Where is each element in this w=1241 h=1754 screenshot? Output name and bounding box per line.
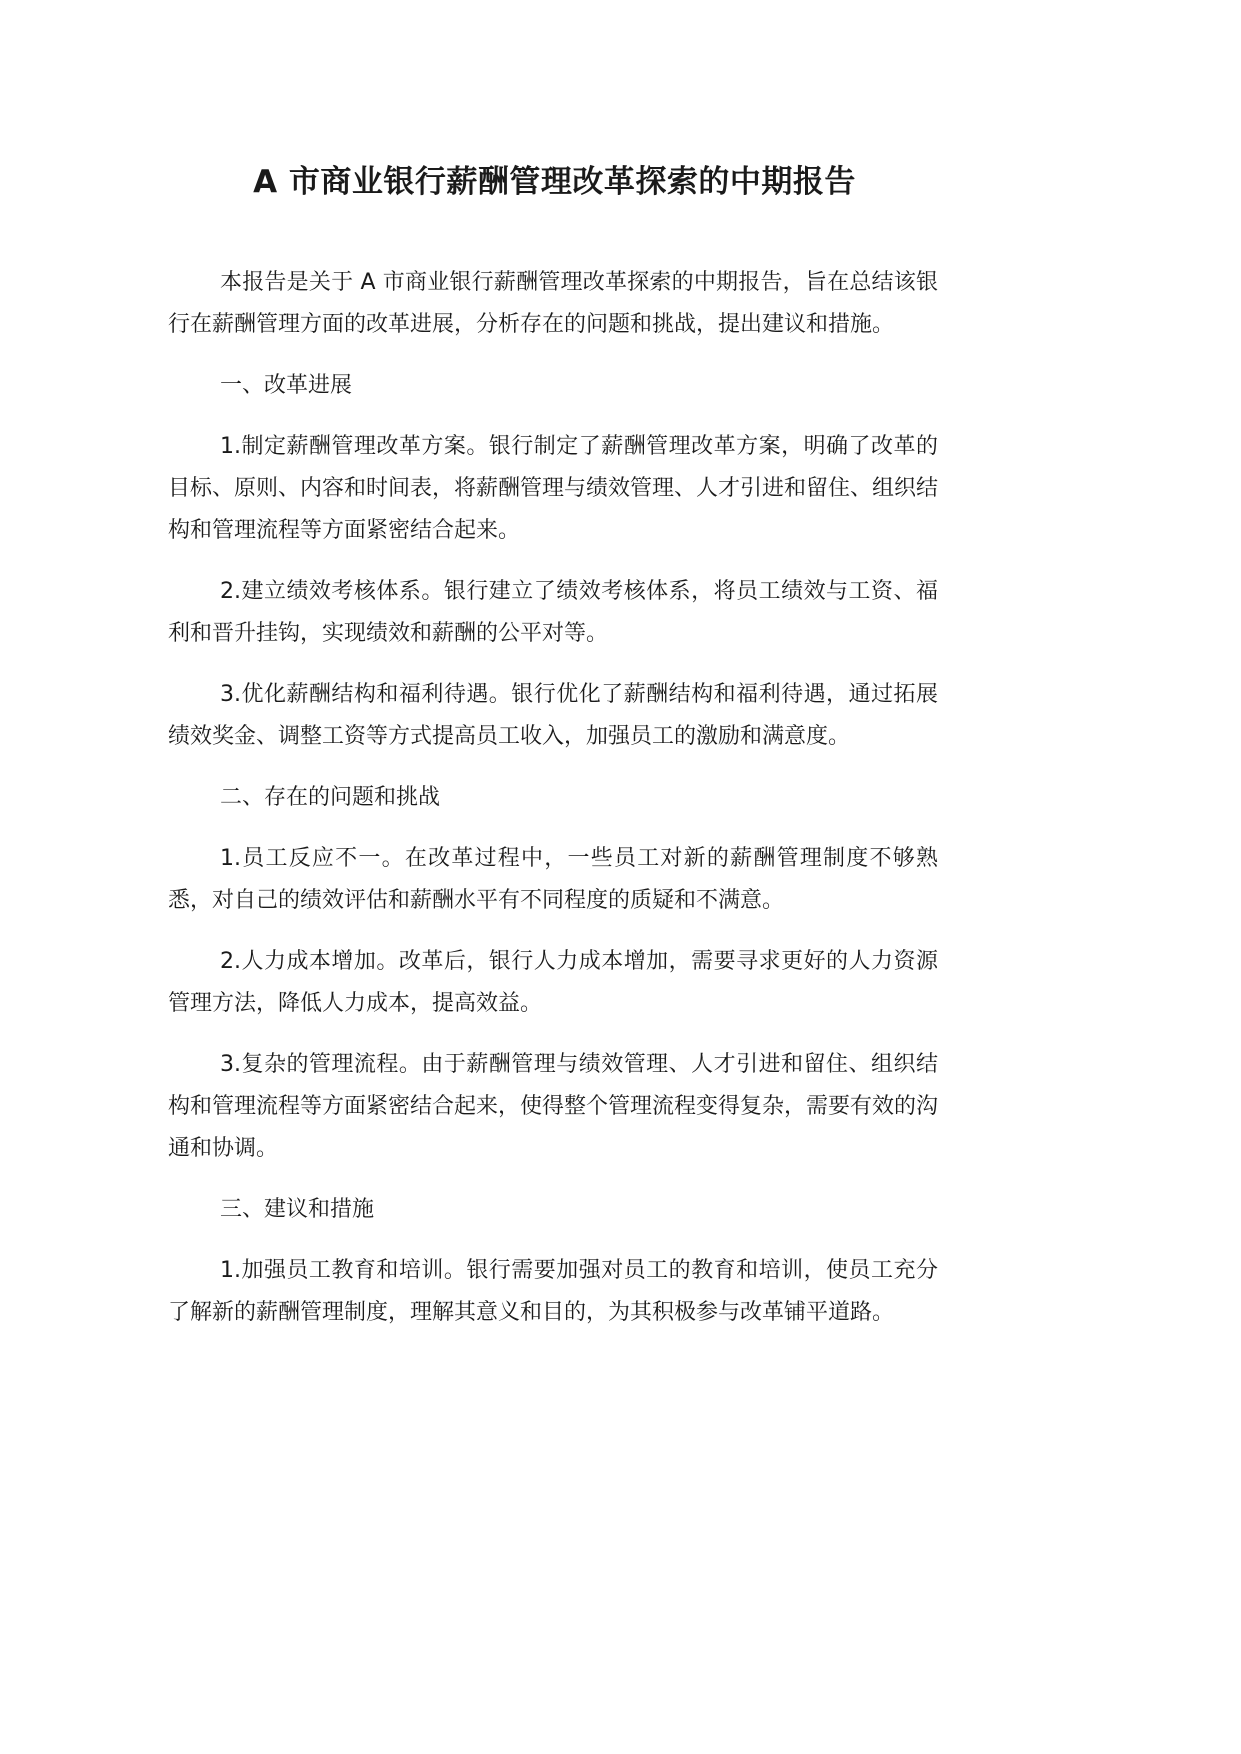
problem-item-1: 1.员工反应不一。在改革过程中，一些员工对新的薪酬管理制度不够熟悉，对自己的绩效评估和薪酬水平有不同程度的质疑和不满意。 [168, 846, 938, 913]
section-heading-problems: 二、存在的问题和挑战 [220, 785, 441, 810]
intro-paragraph: 本报告是关于 A 市商业银行薪酬管理改革探索的中期报告，旨在总结该银行在薪酬管理方面的改革进展，分析存在的问题和挑战，提出建议和措施。 [168, 270, 938, 337]
progress-item-1: 1.制定薪酬管理改革方案。银行制定了薪酬管理改革方案，明确了改革的目标、原则、内容和时间表，将薪酬管理与绩效管理、人才引进和留住、组织结构和管理流程等方面紧密结合起来。 [168, 434, 939, 543]
section-heading-progress: 一、改革进展 [220, 373, 353, 398]
document-body [168, 262, 938, 1353]
problem-item-2: 2.人力成本增加。改革后，银行人力成本增加，需要寻求更好的人力资源管理方法，降低人力成本，提高效益。 [168, 949, 938, 1016]
progress-item-2: 2.建立绩效考核体系。银行建立了绩效考核体系，将员工绩效与工资、福利和晋升挂钩，实现绩效和薪酬的公平对等。 [168, 579, 938, 646]
progress-item-3: 3.优化薪酬结构和福利待遇。银行优化了薪酬结构和福利待遇，通过拓展绩效奖金、调整工资等方式提高员工收入，加强员工的激励和满意度。 [168, 682, 938, 749]
problem-item-3: 3.复杂的管理流程。由于薪酬管理与绩效管理、人才引进和留住、组织结构和管理流程等方面紧密结合起来，使得整个管理流程变得复杂，需要有效的沟通和协调。 [168, 1052, 939, 1161]
suggestion-item-1: 1.加强员工教育和培训。银行需要加强对员工的教育和培训，使员工充分了解新的薪酬管理制度，理解其意义和目的，为其积极参与改革铺平道路。 [168, 1258, 938, 1325]
section-heading-suggestions: 三、建议和措施 [220, 1197, 375, 1222]
document-title: A 市商业银行薪酬管理改革探索的中期报告 [253, 164, 856, 200]
